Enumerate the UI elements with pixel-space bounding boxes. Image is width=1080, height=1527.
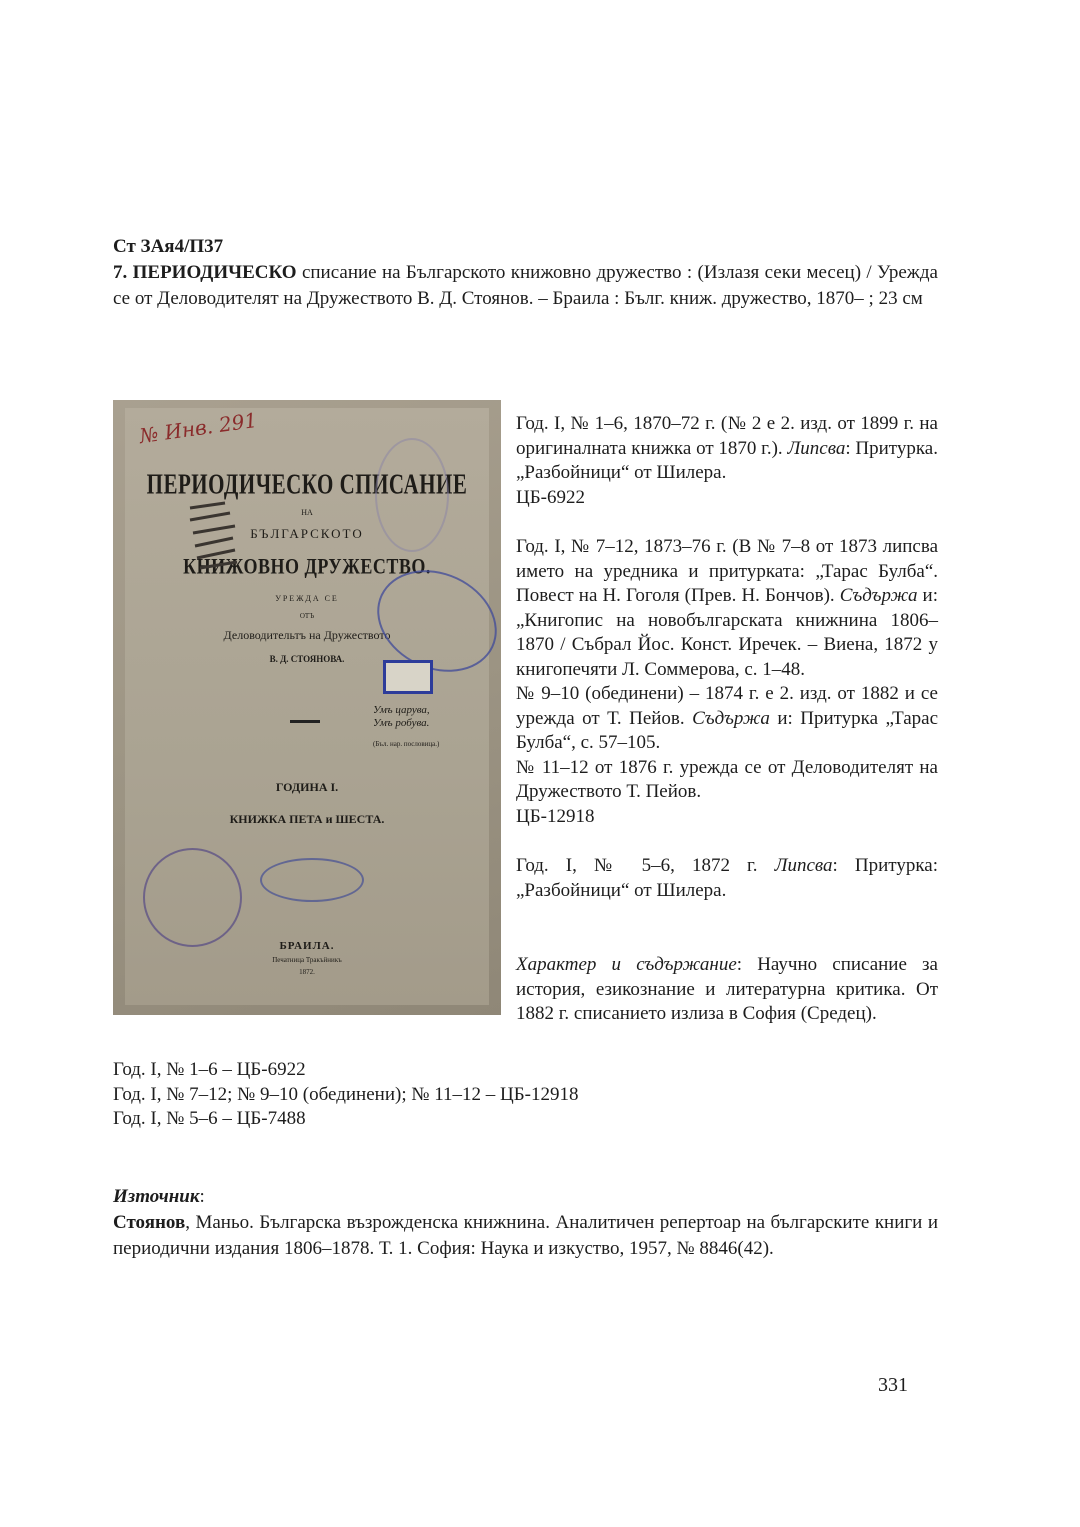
holdings-id-1: ЦБ-6922 xyxy=(516,486,585,508)
faded-stamp xyxy=(375,438,449,552)
shelfmark: Ст ЗАя4/П37 xyxy=(113,236,224,257)
holdings-emphasis: Съдържа xyxy=(692,707,770,729)
cover-bulgarskoto: БЪЛГАРСКОТО xyxy=(250,526,364,541)
page-number: 331 xyxy=(878,1374,908,1396)
library-stamp-small-oval xyxy=(260,858,364,902)
holdings-text: Год. I, № 5–6, 1872 г. xyxy=(516,855,775,876)
holdings-text: и: „Книгопис на новобългарската книжнина 1806–1870 / Събрал Йос. Конст. Иречек. – Виена, 1872 у книгопечяти Л. Соммерова, с. 1–48. xyxy=(516,585,938,680)
holdings-para-3 xyxy=(516,682,938,756)
summary-line: Год. I, № 7–12; № 9–10 (обединени); № 11–12 – ЦБ-12918 xyxy=(113,1083,579,1105)
cover-urezhda: УРЕЖДА СЕ xyxy=(275,594,339,603)
cover-year-volume: ГОДИНА І. xyxy=(275,780,339,794)
summary-line: Год. I, № 5–6 – ЦБ-7488 xyxy=(113,1108,306,1129)
cover-motto-line-1: Умъ царува, xyxy=(373,704,430,716)
holdings-text: Год. I, № 7–12, 1873–76 г. (В № 7–8 от 1873 липсва името на уредника и притурката: „Тарас Булба“. Повест на Н. Гоголя (Прев. Н. Бончов). xyxy=(516,536,938,606)
cover-printer: Печатница Тракъйникъ xyxy=(272,956,342,964)
cover-editor: В. Д. СТОЯНОВА. xyxy=(269,654,345,664)
holdings-text: Год. I, № 1–6, 1870–72 г. (№ 2 е 2. изд. от 1899 г. на оригиналната книжка от 1870 г.). xyxy=(516,413,938,459)
catalog-entry xyxy=(113,260,938,312)
handwritten-inventory-number: № Инв. 291 xyxy=(137,407,259,449)
cover-place: БРАИЛА. xyxy=(279,940,335,952)
holdings-para-2 xyxy=(516,535,938,682)
cover-page xyxy=(125,408,489,1005)
spacer xyxy=(516,510,938,535)
character-content xyxy=(516,953,938,1027)
holdings-para-5 xyxy=(516,854,938,903)
holdings-para-4: № 11–12 от 1876 г. урежда се от Деловодителят на Дружеството Т. Пейов. xyxy=(516,756,938,802)
holdings-emphasis: Липсва xyxy=(774,855,833,876)
holdings-emphasis: Характер и съдържание xyxy=(516,954,737,975)
cover-proverb-note: (Бъл. нар. пословица.) xyxy=(373,740,440,748)
holdings-text: № 9–10 (обединени) – 1874 г. е 2. изд. от 1882 и се урежда от Т. Пейов. xyxy=(516,683,938,729)
holdings-text: и: Притурка „Тарас Булба“, с. 57–105. xyxy=(516,707,938,753)
source-text: , Маньо. Българска възрожденска книжнина. Аналитичен репертоар на българските книги и периодични издания 1806–1878. Т. 1. София: Наука и изкуство, 1957, № 8846(42). xyxy=(113,1212,938,1259)
source-author: Стоянов xyxy=(113,1212,186,1233)
source-citation xyxy=(113,1210,938,1262)
entry-description: списание на Българското книжовно дружество : (Излазя секи месец) / Урежда се от Деловодителят на Дружеството В. Д. Стоянов. – Браила : Бълг. книж. дружество, 1870– ; 23 см xyxy=(113,262,938,309)
source-heading-text: Източник xyxy=(113,1186,200,1207)
holdings-text: : Притурка: „Разбойници“ от Шилера. xyxy=(516,855,938,901)
source-heading-colon: : xyxy=(199,1186,205,1207)
cover-knizhovno: КНИЖОВНО ДРУЖЕСТВО. xyxy=(183,553,431,579)
holdings-para-1 xyxy=(516,412,938,486)
holdings-emphasis: Съдържа xyxy=(839,585,918,606)
shelf-label-stamp xyxy=(383,660,433,694)
cover-ot: ОТЪ xyxy=(299,612,315,620)
cover-motto-line-2: Умъ робува. xyxy=(373,717,430,729)
holdings-emphasis: Липсва xyxy=(787,437,846,459)
cover-issue: КНИЖКА ПЕТА и ШЕСТА. xyxy=(229,812,385,826)
spacer xyxy=(516,903,938,953)
holdings-notes xyxy=(516,412,938,1027)
holdings-summary xyxy=(113,1058,578,1132)
cover-delovoditel: Деловодительтъ на Дружеството xyxy=(223,628,391,642)
summary-line: Год. I, № 1–6 – ЦБ-6922 xyxy=(113,1059,306,1080)
cover-year: 1872. xyxy=(299,968,315,976)
source-heading xyxy=(113,1184,205,1210)
holdings-text: : Научно списание за история, езикознание и литературна критика. От 1882 г. списанието излиза в София (Средец). xyxy=(516,954,938,1024)
entry-title: 7. ПЕРИОДИЧЕСКО xyxy=(113,262,297,283)
library-stamp-round xyxy=(143,848,242,947)
cover-scan-image xyxy=(113,400,501,1015)
cover-na: НА xyxy=(301,508,313,517)
pen-scribble-icon xyxy=(185,498,245,578)
cover-ornament-rule xyxy=(290,720,320,723)
cover-motto xyxy=(373,704,430,730)
spacer xyxy=(516,829,938,854)
cover-title: ПЕРИОДИЧЕСКО СПИСАНИЕ xyxy=(146,467,468,501)
holdings-id-2: ЦБ-12918 xyxy=(516,805,595,827)
holdings-text: : Притурка. „Разбойници“ от Шилера. xyxy=(516,437,938,483)
